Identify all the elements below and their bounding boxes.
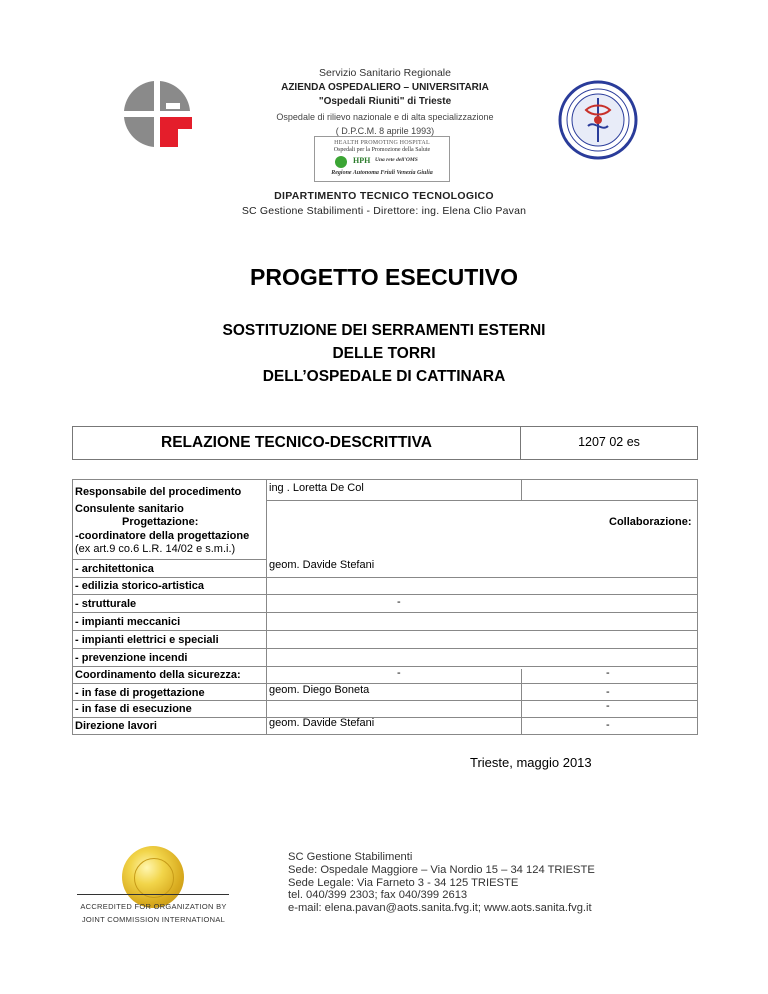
- row-mark: -: [606, 719, 610, 731]
- project-subtitle: [0, 319, 768, 388]
- subtitle-line: DELLE TORRI: [332, 345, 436, 362]
- row-mark: -: [606, 700, 610, 712]
- hph-title: HEALTH PROMOTING HOSPITAL: [334, 140, 430, 146]
- row-label: Responsabile del procedimento: [75, 486, 242, 498]
- divider: [266, 480, 267, 734]
- report-code: 1207 02 es: [578, 435, 640, 449]
- report-title: RELAZIONE TECNICO-DESCRITTIVA: [161, 434, 432, 451]
- row-value: geom. Davide Stefani: [269, 559, 375, 571]
- header-line: "Ospedali Riuniti" di Trieste: [318, 96, 452, 107]
- row-value: geom. Diego Boneta: [269, 684, 370, 696]
- divider: [73, 594, 697, 595]
- row-label: Consulente sanitario: [75, 503, 184, 515]
- department-name: DIPARTIMENTO TECNICO TECNOLOGICO: [274, 190, 494, 202]
- row-mark: -: [606, 667, 610, 679]
- row-mark: -: [397, 596, 401, 608]
- divider: [521, 480, 522, 500]
- row-label: - in fase di esecuzione: [75, 703, 192, 715]
- hph-network: Una rete dell'OMS: [375, 157, 418, 163]
- footer-line: Sede: Ospedale Maggiore – Via Nordio 15 – 34 124 TRIESTE: [288, 863, 595, 876]
- row-mark: -: [397, 667, 401, 679]
- row-label: - prevenzione incendi: [75, 652, 188, 664]
- divider: [73, 683, 697, 684]
- divider: [73, 612, 697, 613]
- row-label: Direzione lavori: [75, 720, 157, 732]
- place-date: Trieste, maggio 2013: [470, 755, 592, 770]
- divider: [266, 500, 697, 501]
- department-block: [200, 189, 568, 219]
- footer-address: [288, 851, 595, 915]
- hospital-logo: [120, 77, 194, 151]
- header-line: Ospedale di rilievo nazionale e di alta specializzazione: [276, 111, 494, 122]
- green-dot-icon: [335, 156, 347, 168]
- footer-line: tel. 040/399 2303; fax 040/399 2613: [288, 889, 468, 902]
- row-value: ing . Loretta De Col: [269, 482, 364, 494]
- row-label: - edilizia storico-artistica: [75, 580, 204, 592]
- header-line: AZIENDA OSPEDALIERO – UNIVERSITARIA: [281, 81, 489, 93]
- divider: [73, 648, 697, 649]
- hph-logo: [314, 136, 450, 182]
- footer-line: SC Gestione Stabilimenti: [288, 851, 413, 863]
- subtitle-line: DELL’OSPEDALE DI CATTINARA: [262, 368, 506, 385]
- footer-line: e-mail: elena.pavan@aots.sanita.fvg.it; www.aots.sanita.fvg.it: [288, 902, 592, 915]
- hph-subtitle: Ospedali per la Promozione della Salute: [333, 147, 431, 153]
- jci-seal-icon: [122, 846, 184, 908]
- row-label: Progettazione:: [122, 516, 199, 528]
- seal-inner-ring: [134, 858, 174, 898]
- divider: [73, 717, 697, 718]
- divider: [73, 559, 266, 560]
- row-label: - in fase di progettazione: [75, 687, 205, 699]
- department-unit: SC Gestione Stabilimenti - Direttore: ing. Elena Clio Pavan: [241, 205, 527, 217]
- row-label: - impianti meccanici: [75, 616, 181, 628]
- header-line: ( D.P.C.M. 8 aprile 1993): [335, 126, 435, 136]
- hospital-header: [250, 66, 520, 139]
- hph-acronym: HPH: [353, 156, 371, 165]
- divider: [73, 700, 697, 701]
- hph-region: Regione Autonoma Friuli Venezia Giulia: [331, 170, 433, 176]
- row-value: geom. Davide Stefani: [269, 717, 375, 729]
- divider: [77, 894, 229, 895]
- row-label: -coordinatore della progettazione: [75, 530, 250, 542]
- divider: [73, 577, 697, 578]
- row-label: (ex art.9 co.6 L.R. 14/02 e s.m.i.): [75, 543, 236, 555]
- report-box: [72, 426, 698, 460]
- header-line: Servizio Sanitario Regionale: [319, 67, 451, 79]
- university-seal-icon: [558, 80, 638, 160]
- row-label: Collaborazione:: [609, 516, 692, 528]
- staff-table: [72, 479, 698, 735]
- divider: [73, 666, 697, 667]
- divider: [521, 669, 522, 734]
- accreditation-text: [76, 900, 231, 926]
- row-label: - strutturale: [75, 598, 137, 610]
- footer-line: Sede Legale: Via Farneto 3 - 34 125 TRIESTE: [288, 876, 519, 889]
- accreditation-line: JOINT COMMISSION INTERNATIONAL: [81, 915, 226, 924]
- accreditation-line: ACCREDITED FOR ORGANIZATION BY: [80, 902, 227, 911]
- divider: [73, 630, 697, 631]
- row-label: Coordinamento della sicurezza:: [75, 669, 241, 681]
- page-title: PROGETTO ESECUTIVO: [250, 264, 518, 290]
- row-mark: -: [606, 686, 610, 698]
- row-label: - architettonica: [75, 563, 154, 575]
- row-label: - impianti elettrici e speciali: [75, 634, 219, 646]
- subtitle-line: SOSTITUZIONE DEI SERRAMENTI ESTERNI: [222, 322, 546, 339]
